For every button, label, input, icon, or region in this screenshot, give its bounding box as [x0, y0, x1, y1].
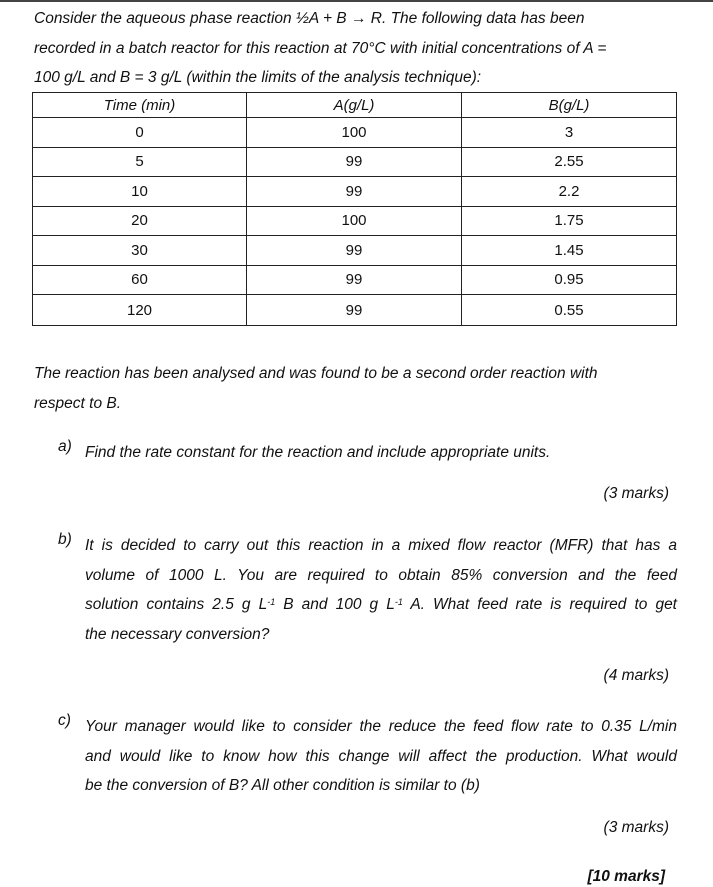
table-row [33, 177, 677, 207]
analysis-line: The reaction has been analysed and was found to be a second order reaction with [34, 365, 598, 382]
cell-b: 0.55 [462, 295, 677, 326]
question-a-text: Find the rate constant for the reaction and include appropriate units. [85, 444, 551, 461]
table-row [33, 118, 677, 148]
question-c-line: and would like to know how this change will affect the production. What would [85, 747, 677, 765]
data-table [32, 92, 677, 326]
superscript: -1 [394, 597, 403, 607]
question-a-label: a) [58, 438, 72, 455]
table-row [33, 265, 677, 295]
cell-time: 20 [33, 206, 247, 236]
question-b-line [85, 590, 677, 620]
question-c-line: be the conversion of B? All other condition is similar to (b) [85, 777, 480, 794]
cell-time: 10 [33, 177, 247, 207]
cell-b: 3 [462, 118, 677, 148]
question-b-marks: (4 marks) [603, 667, 669, 684]
header-a: A(g/L) [247, 93, 462, 118]
cell-b: 1.45 [462, 236, 677, 266]
cell-a: 99 [247, 265, 462, 295]
question-a-marks: (3 marks) [603, 485, 669, 502]
question-b-line: It is decided to carry out this reaction in a mixed flow reactor (MFR) that has a [85, 537, 677, 554]
cell-time: 60 [33, 265, 247, 295]
table-row [33, 295, 677, 326]
superscript: -1 [267, 597, 276, 607]
cell-b: 1.75 [462, 206, 677, 236]
cell-a: 99 [247, 147, 462, 177]
analysis-line: respect to B. [34, 395, 122, 412]
analysis-paragraph [34, 359, 694, 419]
intro-line: Consider the aqueous phase reaction ½A + B → R. The following data has been [34, 10, 585, 27]
table-row [33, 236, 677, 266]
table-row [33, 147, 677, 177]
top-border-line [0, 0, 713, 2]
cell-a: 100 [247, 118, 462, 148]
cell-time: 5 [33, 147, 247, 177]
cell-b: 2.55 [462, 147, 677, 177]
question-b-text: A. What feed rate is required to get [402, 596, 677, 613]
intro-paragraph [34, 4, 694, 93]
question-b-line: volume of 1000 L. You are required to obtain 85% conversion and the feed [85, 566, 677, 584]
header-time: Time (min) [33, 93, 247, 118]
question-b-line: the necessary conversion? [85, 625, 270, 643]
cell-time: 120 [33, 295, 247, 326]
table-header-row [33, 93, 677, 118]
intro-line: 100 g/L and B = 3 g/L (within the limits of the analysis technique): [34, 69, 482, 86]
total-marks: [10 marks] [587, 868, 665, 885]
question-b-text: B and 100 g L [275, 596, 395, 613]
question-b-label: b) [58, 531, 72, 548]
cell-time: 30 [33, 236, 247, 266]
cell-time: 0 [33, 118, 247, 148]
cell-a: 99 [247, 236, 462, 266]
question-b-text: solution contains 2.5 g L [85, 596, 268, 613]
cell-a: 99 [247, 295, 462, 326]
intro-line: recorded in a batch reactor for this reaction at 70°C with initial concentrations of A = [34, 39, 607, 57]
question-c-marks: (3 marks) [603, 819, 669, 836]
cell-a: 100 [247, 206, 462, 236]
question-c-line: Your manager would like to consider the reduce the feed flow rate to 0.35 L/min [85, 718, 677, 735]
cell-a: 99 [247, 177, 462, 207]
header-b: B(g/L) [462, 93, 677, 118]
cell-b: 0.95 [462, 265, 677, 295]
question-c-label: c) [58, 712, 71, 729]
cell-b: 2.2 [462, 177, 677, 207]
table-row [33, 206, 677, 236]
